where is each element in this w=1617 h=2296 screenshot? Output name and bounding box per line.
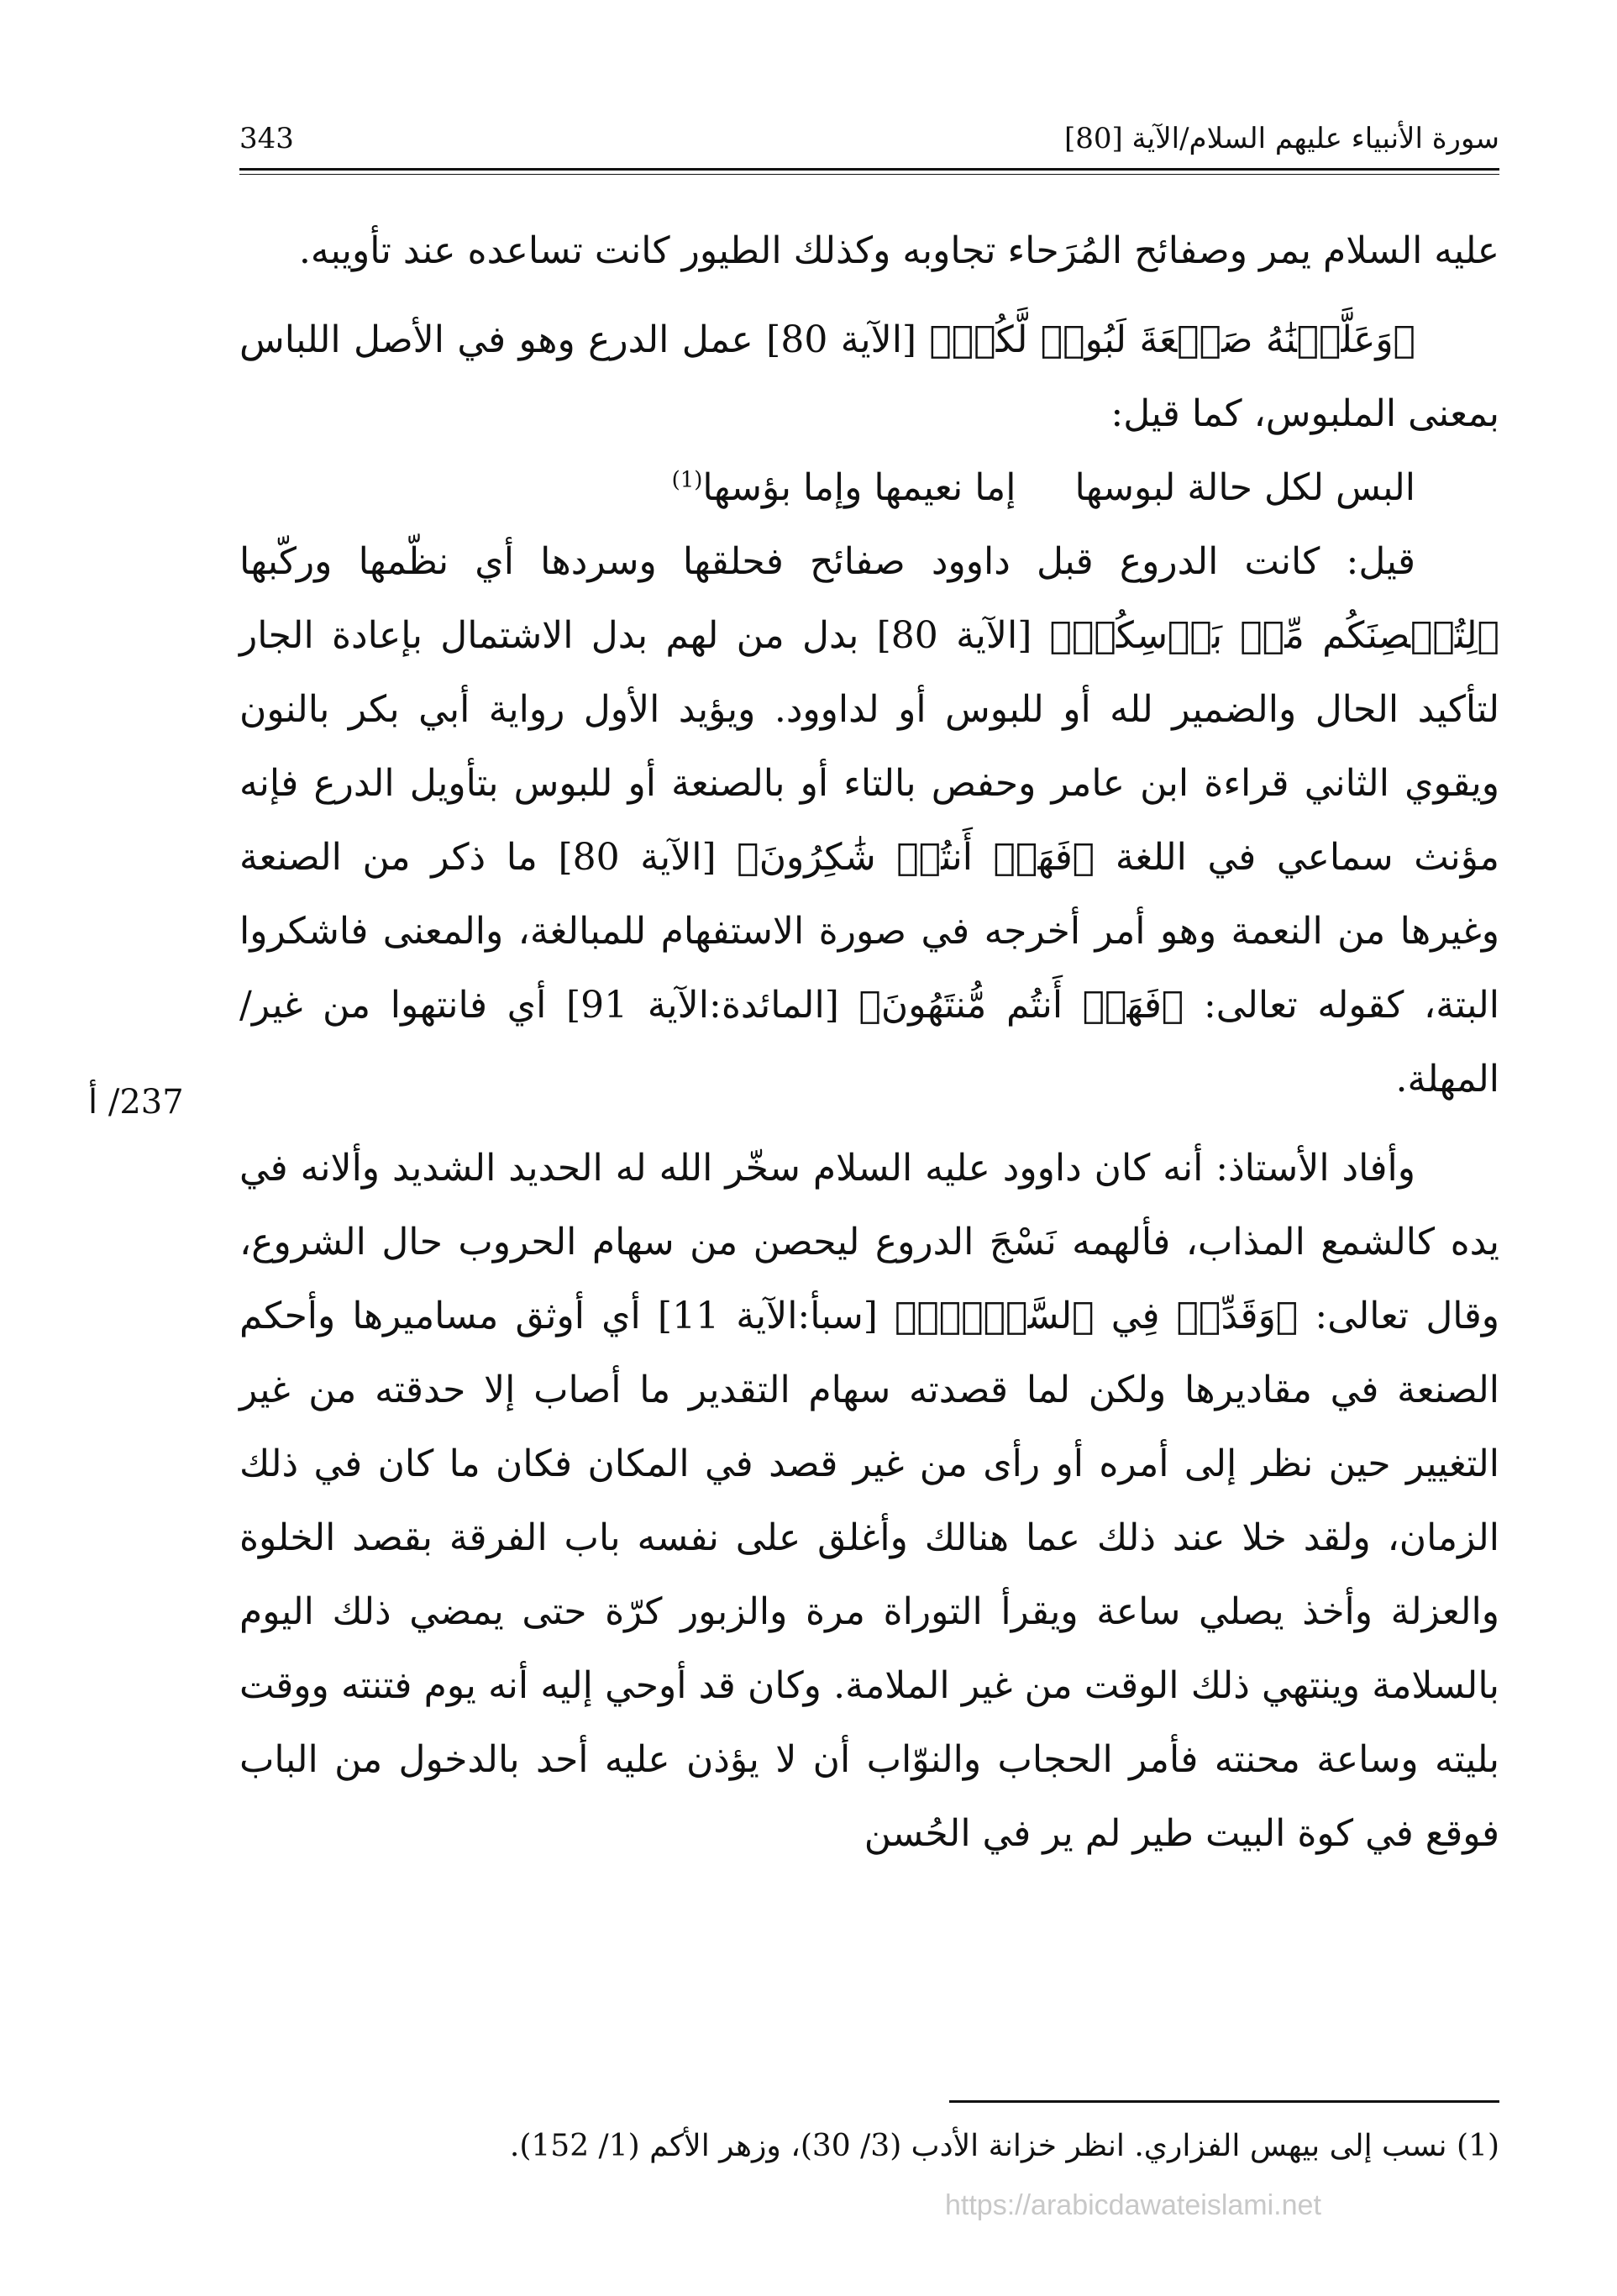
footnote-reference[interactable]: (1): [671, 467, 703, 493]
footnote-text: نسب إلى بيهس الفزاري. انظر خزانة الأدب (3/ 30)، وزهر الأكم (1/ 152).: [509, 2129, 1447, 2163]
verse-second-hemistich: إما نعيمها وإما بؤسها: [702, 466, 1016, 509]
footnote-marker: (1): [1457, 2129, 1499, 2163]
paragraph-2: ﴿وَعَلَّمۡنَٰهُ صَنۡعَةَ لَبُوسٖ لَّكُمۡ﴾ [الآية 80] عمل الدرع وهو في الأصل اللباس بمعنى الملبوس، كما قيل:: [239, 318, 1499, 435]
main-text: [239, 214, 1499, 1871]
header-rule: [239, 168, 1499, 171]
paragraph-4: وأفاد الأستاذ: أنه كان داوود عليه السلام سخّر الله له الحديد الشديد وألانه في يده كالشمع المذاب، فألهمه نَسْجَ الدروع ليحصن من سهام الحروب حال الشروع، وقال تعالى: ﴿وَقَدِّرۡ فِي ٱلسَّرۡدِۖ﴾ [سبأ:الآية 11] أي أوثق مساميرها وأحكم الصنعة في مقاديرها ولكن لما قصدته سهام التقدير ما أصاب إلا حدقته من غير التغيير حين نظر إلى أمره أو رأى من غير قصد في المكان فكان ما كان في ذلك الزمان، ولقد خلا عند ذلك عما هنالك وأغلق على نفسه باب الفرقة بقصد الخلوة والعزلة وأخذ يصلي ساعة ويقرأ التوراة مرة والزبور كرّة حتى يمضي ذلك اليوم بالسلامة وينتهي ذلك الوقت من غير الملامة. وكان قد أوحي إليه أنه يوم فتنته ووقت بليته وساعة محنته فأمر الحجاب والنوّاب أن لا يؤذن عليه أحد بالدخول من الباب فوقع في كوة البيت طير لم ير في الحُسن: [239, 1147, 1499, 1855]
footnote-separator: [949, 2100, 1499, 2103]
watermark-url: https://arabicdawateislami.net: [945, 2189, 1321, 2221]
header-title: سورة الأنبياء عليهم السلام/الآية [80]: [1063, 122, 1499, 155]
header-rule-thin: [239, 174, 1499, 175]
paragraph-3: قيل: كانت الدروع قبل داوود صفائح فحلقها وسردها أي نظّمها وركّبها ﴿لِتُحۡصِنَكُم مِّنۢ بَأۡسِكُمۡ﴾ [الآية 80] بدل من لهم بدل الاشتمال بإعادة الجار لتأكيد الحال والضمير لله أو للبوس أو لداوود. ويؤيد الأول رواية أبي بكر بالنون ويقوي الثاني قراءة ابن عامر وحفص بالتاء أو بالصنعة أو للبوس بتأويل الدرع فإنه مؤنث سماعي في اللغة ﴿فَهَلۡ أَنتُمۡ شَٰكِرُونَ﴾ [الآية 80] ما ذكر من الصنعة وغيرها من النعمة وهو أمر أخرجه في صورة الاستفهام للمبالغة، والمعنى فاشكروا البتة، كقوله تعالى: ﴿فَهَلۡ أَنتُم مُّنتَهُونَ﴾ [المائدة:الآية 91] أي فانتهوا من غير/ المهلة.: [239, 540, 1499, 1101]
manuscript-folio-note: 237/ أ: [88, 1083, 184, 1122]
paragraph-1: عليه السلام يمر وصفائح المُرَحاء تجاوبه وكذلك الطيور كانت تساعده عند تأويبه.: [298, 229, 1499, 272]
running-header: [239, 118, 1499, 168]
verse-first-hemistich: البس لكل حالة لبوسها: [1074, 466, 1415, 509]
footnote: [239, 2121, 1499, 2172]
poetry-verse: [239, 451, 1499, 525]
page-number: 343: [239, 122, 294, 155]
